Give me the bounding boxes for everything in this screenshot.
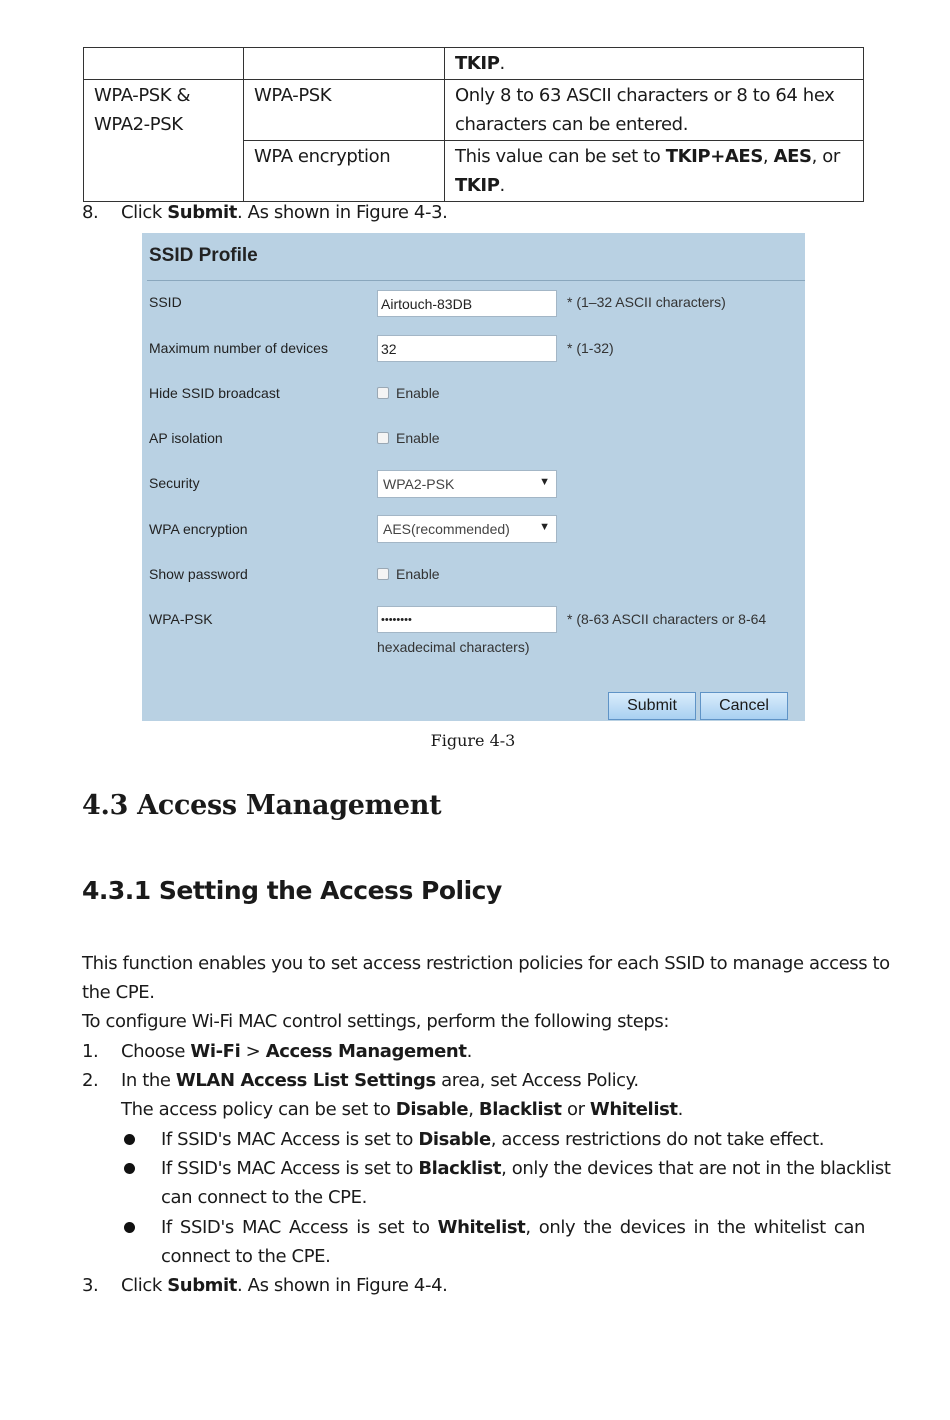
bullet-blacklist-text-continued: can connect to the CPE. (161, 1187, 367, 1208)
table-cell (244, 80, 445, 141)
step-3-text: Click Submit. As shown in Figure 4-4. (121, 1275, 448, 1296)
ssid-profile-figure (142, 233, 805, 721)
table-cell (84, 48, 244, 80)
step-number: 2. (82, 1070, 99, 1091)
cell-text: . (499, 53, 505, 74)
step-2-text: In the WLAN Access List Settings area, set Access Policy. (121, 1070, 639, 1091)
security-selected-value: WPA2-PSK (383, 476, 455, 492)
ap-isolation-checkbox[interactable] (377, 432, 389, 444)
subsection-heading: 4.3.1 Setting the Access Policy (82, 876, 502, 905)
security-select[interactable] (377, 470, 557, 498)
bullet-icon (124, 1163, 135, 1174)
submit-button[interactable]: Submit (608, 692, 696, 720)
cell-text: , or (811, 146, 840, 167)
cell-text: Only 8 to 63 ASCII characters or 8 to 64 hex (455, 85, 835, 106)
table-cell (445, 80, 864, 141)
intro-text: This function enables you to set access restriction policies for each SSID to manage access to (82, 953, 890, 974)
bold-text: TKIP+AES (665, 146, 763, 167)
bullet-whitelist-text: If SSID's MAC Access is set to Whitelist, only the devices in the whitelist can (161, 1217, 865, 1238)
bullet-disable-text: If SSID's MAC Access is set to Disable, access restrictions do not take effect. (161, 1129, 825, 1150)
wpa-encryption-select[interactable] (377, 515, 557, 543)
wpa-encryption-label: WPA encryption (149, 521, 248, 537)
cell-text: WPA2-PSK (94, 114, 183, 135)
cell-text: , (762, 146, 774, 167)
table-cell-security-mode (84, 80, 244, 202)
max-devices-label: Maximum number of devices (149, 340, 328, 356)
bullet-icon (124, 1222, 135, 1233)
cell-text: WPA-PSK & (94, 85, 191, 106)
ssid-hint: * (1–32 ASCII characters) (567, 294, 726, 310)
hide-ssid-enable-label: Enable (396, 385, 440, 401)
cell-text: This value can be set to (455, 146, 666, 167)
table-row (84, 80, 864, 141)
section-heading: 4.3 Access Management (82, 790, 442, 821)
show-password-checkbox[interactable] (377, 568, 389, 580)
wpa-psk-label: WPA-PSK (149, 611, 213, 627)
step-2-detail: The access policy can be set to Disable, Blacklist or Whitelist. (121, 1099, 683, 1120)
bullet-icon (124, 1134, 135, 1145)
divider (147, 280, 805, 281)
bold-text: TKIP (455, 175, 500, 196)
table-cell (445, 141, 864, 202)
table-cell (244, 141, 445, 202)
table-cell (244, 48, 445, 80)
step-number: 8. (82, 202, 99, 223)
ap-isolation-enable-label: Enable (396, 430, 440, 446)
max-devices-hint: * (1-32) (567, 340, 614, 356)
ap-isolation-label: AP isolation (149, 430, 223, 446)
step-number: 3. (82, 1275, 99, 1296)
cell-text: . (499, 175, 505, 196)
security-label: Security (149, 475, 200, 491)
hide-ssid-checkbox[interactable] (377, 387, 389, 399)
step-number: 1. (82, 1041, 99, 1062)
bullet-blacklist-text: If SSID's MAC Access is set to Blacklist, only the devices that are not in the blacklist (161, 1158, 891, 1179)
intro-text: the CPE. (82, 982, 155, 1003)
step-8-text: Click Submit. As shown in Figure 4-3. (121, 202, 448, 223)
parameter-table (83, 47, 864, 202)
wpa-psk-password-input[interactable]: •••••••• (377, 606, 557, 633)
intro-text: To configure Wi-Fi MAC control settings, perform the following steps: (82, 1011, 670, 1032)
wpa-psk-hint: * (8-63 ASCII characters or 8-64 (567, 611, 767, 627)
bold-text: TKIP (455, 53, 500, 74)
wpa-encryption-selected-value: AES(recommended) (383, 521, 510, 537)
step-1-text: Choose Wi-Fi > Access Management. (121, 1041, 472, 1062)
cell-text: WPA-PSK (254, 85, 332, 106)
dropdown-arrow-icon: ▼ (539, 476, 550, 488)
show-password-enable-label: Enable (396, 566, 440, 582)
dropdown-arrow-icon: ▼ (539, 521, 550, 533)
table-cell (445, 48, 864, 80)
cell-text: characters can be entered. (455, 114, 689, 135)
cancel-button[interactable]: Cancel (700, 692, 788, 720)
figure-caption: Figure 4-3 (430, 731, 516, 750)
figure-title: SSID Profile (149, 245, 258, 266)
show-password-label: Show password (149, 566, 248, 582)
hide-ssid-label: Hide SSID broadcast (149, 385, 280, 401)
wpa-psk-hint-continued: hexadecimal characters) (377, 639, 530, 655)
bold-text: AES (773, 146, 812, 167)
cell-text: WPA encryption (254, 146, 391, 167)
max-devices-input[interactable]: 32 (377, 335, 557, 362)
bullet-whitelist-text-continued: connect to the CPE. (161, 1246, 331, 1267)
ssid-input[interactable]: Airtouch-83DB (377, 290, 557, 317)
ssid-label: SSID (149, 294, 182, 310)
table-row (84, 48, 864, 80)
